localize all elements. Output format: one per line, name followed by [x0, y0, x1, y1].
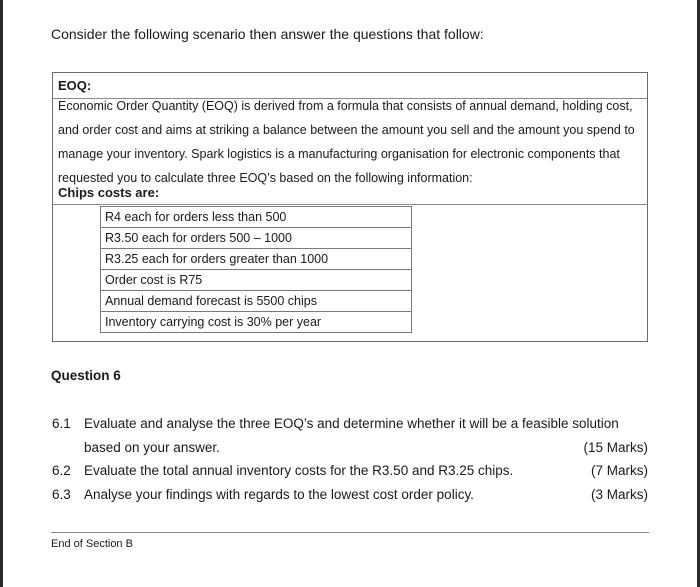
table-row	[101, 270, 412, 291]
table-row	[101, 291, 412, 312]
question-text-6-1-line2: based on your answer.	[84, 440, 220, 455]
eoq-title: EOQ:	[58, 78, 92, 93]
intro-text: Consider the following scenario then answer the questions that follow:	[51, 26, 484, 42]
question-text-6-1-line1: Evaluate and analyse the three EOQ’s and determine whether it will be a feasible solution	[84, 416, 619, 431]
eoq-paragraph: Economic Order Quantity (EOQ) is derived from a formula that consists of annual demand, holding cost, and order cost and aims at striking a balance between the amount you sell and the amount you spend to manage your inventory. Spark logistics is a manufacturing organisation for electronic components that requested you to calculate three EOQ’s based on the following information:	[58, 99, 635, 185]
table-cell: Inventory carrying cost is 30% per year	[101, 312, 412, 333]
table-cell: Annual demand forecast is 5500 chips	[101, 291, 412, 312]
chips-divider	[53, 204, 647, 205]
end-of-section-text: End of Section B	[51, 538, 133, 550]
question-heading: Question 6	[51, 368, 121, 383]
table-cell: Order cost is R75	[101, 270, 412, 291]
question-number-6-1: 6.1	[52, 416, 71, 431]
question-text-6-3: Analyse your findings with regards to the lowest cost order policy.	[84, 487, 474, 502]
table-cell: R3.25 each for orders greater than 1000	[101, 249, 412, 270]
question-number-6-2: 6.2	[52, 463, 71, 478]
question-marks-6-1: (15 Marks)	[583, 440, 648, 455]
question-marks-6-3: (3 Marks)	[591, 487, 648, 502]
chips-costs-heading: Chips costs are:	[58, 185, 160, 200]
table-row	[101, 249, 412, 270]
left-border	[0, 0, 3, 587]
eoq-info-box	[52, 72, 648, 342]
question-number-6-3: 6.3	[52, 487, 71, 502]
table-row	[101, 207, 412, 228]
table-row	[101, 312, 412, 333]
question-text-6-2: Evaluate the total annual inventory costs for the R3.50 and R3.25 chips.	[84, 463, 514, 478]
end-divider	[51, 532, 649, 533]
chips-costs-table	[100, 206, 412, 333]
table-cell: R4 each for orders less than 500	[101, 207, 412, 228]
table-row	[101, 228, 412, 249]
table-cell: R3.50 each for orders 500 – 1000	[101, 228, 412, 249]
question-marks-6-2: (7 Marks)	[591, 463, 648, 478]
